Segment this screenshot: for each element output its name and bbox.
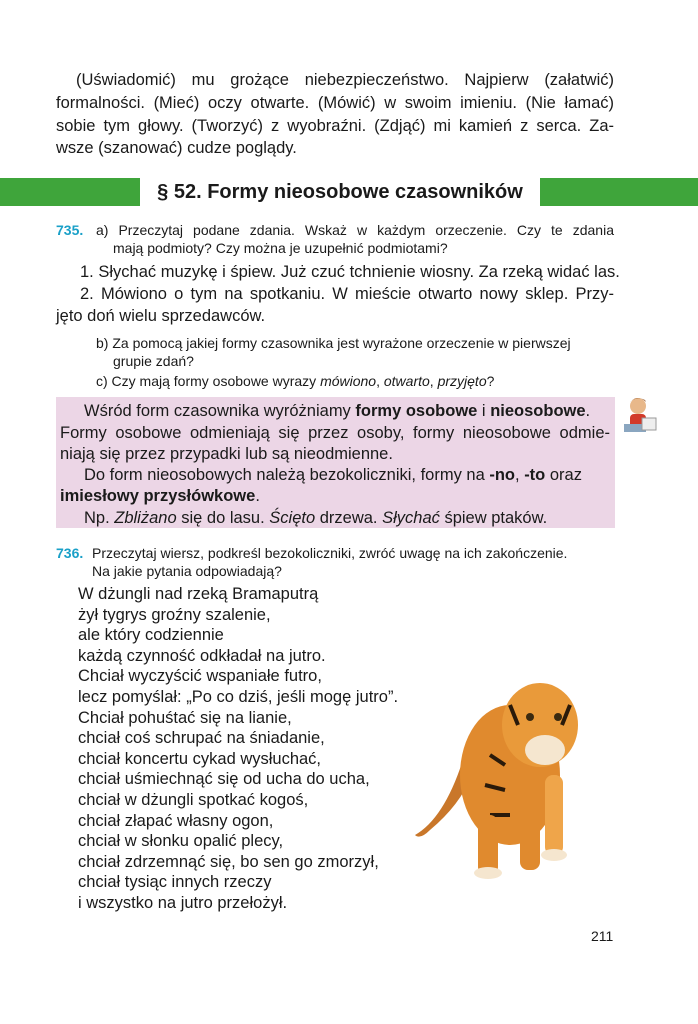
exercise-number: 736. (56, 545, 84, 561)
sentence: 1. Słychać muzykę i śpiew. Już czuć tchnienie wiosny. Za rzeką widać las. (80, 263, 620, 281)
exercise-number: 735. (56, 222, 84, 238)
task-text: b) Za pomocą jakiej formy czasownika jest wyrażone orzeczenie w pierwszej (96, 335, 571, 351)
rule-line: Formy osobowe odmieniają się przez osoby, formy nieosobowe odmie- (60, 424, 610, 442)
sentence: 2. Mówiono o tym na spotkaniu. W mieście otwarto nowy sklep. Przy- (80, 285, 614, 303)
section-title: § 52. Formy nieosobowe czasowników (140, 174, 540, 210)
poem-line: W dżungli nad rzeką Bramaputrą (78, 585, 319, 603)
rule-line: Wśród form czasownika wyróżniamy formy osobowe i nieosobowe. (84, 402, 591, 420)
poem-line: chciał w dżungli spotkać kogoś, (78, 791, 309, 809)
task-text: a) Przeczytaj podane zdania. Wskaż w każdym orzeczenie. Czy te zdania (96, 222, 614, 238)
rule-line: imiesłowy przysłówkowe. (60, 487, 260, 505)
intro-line: formalności. (Mieć) oczy otwarte. (Mówić) w swoim imieniu. (Nie łamać) (56, 94, 614, 112)
rule-line: Do form nieosobowych należą bezokoliczniki, formy na -no, -to oraz (84, 466, 582, 484)
intro-line: wsze (szanować) cudze poglądy. (56, 139, 297, 157)
poem-line: i wszystko na jutro przełożył. (78, 894, 288, 912)
intro-line: (Uświadomić) mu grożące niebezpieczeństwo. Najpierw (załatwić) (76, 71, 614, 89)
poem-line: ale który codziennie (78, 626, 224, 645)
intro-line: sobie tym głowy. (Tworzyć) z wyobraźni. (Zdjąć) mi kamień z serca. Za- (56, 117, 614, 135)
poem-line: lecz pomyślał: „Po co dziś, jeśli mogę jutro”. (78, 688, 399, 706)
poem-line: Chciał wyczyścić wspaniałe futro, (78, 667, 322, 686)
poem-line: Chciał pohuśtać się na lianie, (78, 708, 292, 727)
page-number: 211 (591, 928, 614, 944)
poem-line: każdą czynność odkładał na jutro. (78, 646, 326, 665)
sentence: jęto doń wielu sprzedawców. (56, 307, 266, 325)
poem-line: chciał koncertu cykad wysłuchać, (78, 749, 322, 768)
poem-line: żył tygrys groźny szalenie, (78, 605, 271, 624)
poem-line: chciał uśmiechnąć się od ucha do ucha, (78, 770, 370, 789)
boy-reading-icon (618, 394, 662, 438)
task-text: grupie zdań? (113, 353, 194, 369)
rule-line: Np. Zbliżano się do lasu. Ścięto drzewa. Słychać śpiew ptaków. (84, 509, 548, 527)
task-text: Przeczytaj wiersz, podkreśl bezokoliczniki, zwróć uwagę na ich zakończenie. (92, 545, 568, 561)
task-text: Na jakie pytania odpowiadają? (92, 563, 282, 579)
rule-line: niają się przez przypadki lub są nieodmienne. (60, 445, 393, 463)
poem-line: chciał tysiąc innych rzeczy (78, 873, 272, 892)
poem-line: chciał coś schrupać na śniadanie, (78, 729, 325, 748)
task-text: mają podmioty? Czy można je uzupełnić podmiotami? (113, 240, 448, 256)
tiger-illustration (410, 665, 610, 880)
poem-line: chciał w słonku opalić plecy, (78, 832, 284, 851)
poem-line: chciał zdrzemnąć się, bo sen go zmorzył, (78, 852, 379, 871)
task-text: c) Czy mają formy osobowe wyrazy mówiono, otwarto, przyjęto? (96, 373, 495, 389)
poem-line: chciał złapać własny ogon, (78, 811, 274, 830)
